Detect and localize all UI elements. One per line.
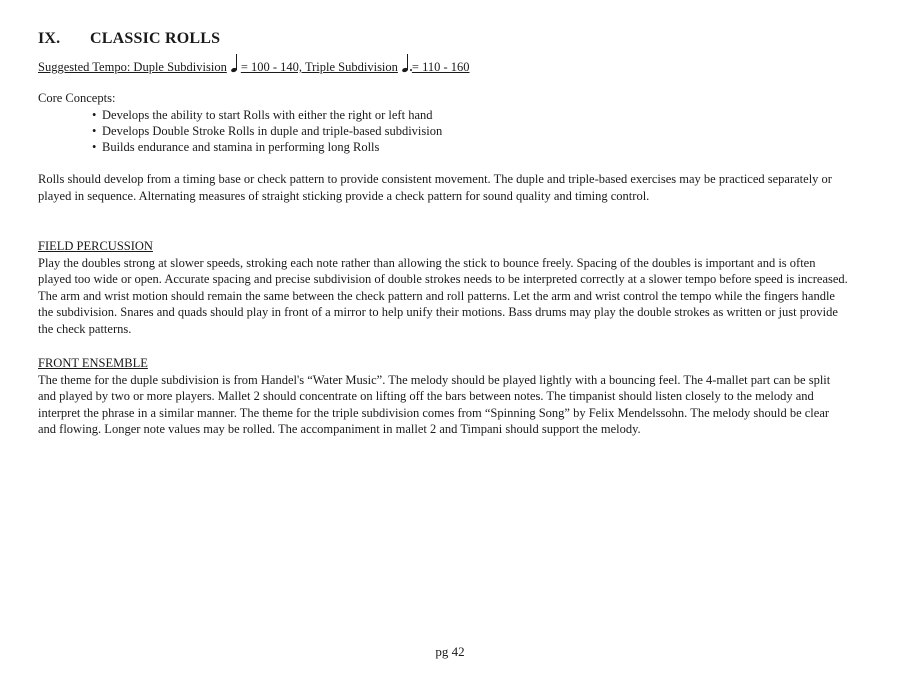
tempo-duple-label: Suggested Tempo: Duple Subdivision	[38, 60, 227, 74]
front-ensemble-heading: FRONT ENSEMBLE	[38, 356, 148, 370]
document-page	[38, 30, 848, 438]
page-number: pg 42	[435, 644, 465, 659]
core-concept-item: • Develops Double Stroke Rolls in duple and triple-based subdivision	[102, 123, 848, 139]
field-percussion-heading: FIELD PERCUSSION	[38, 239, 153, 253]
dotted-quarter-note-icon	[402, 60, 411, 72]
section-number: IX.	[38, 30, 61, 47]
section-heading	[38, 30, 848, 48]
tempo-duple-range: = 100 - 140, Triple Subdivision	[240, 60, 398, 74]
quarter-note-icon	[231, 60, 240, 72]
intro-paragraph: Rolls should develop from a timing base or check pattern to provide consistent movement. The duple and triple-based exercises may be practiced separately or played in sequence. Alternating measures of straight sticking provide a check pattern for sound quality and timing control.	[38, 172, 832, 203]
core-concept-item: • Builds endurance and stamina in performing long Rolls	[102, 139, 848, 155]
tempo-triple-range: = 110 - 160	[411, 60, 470, 74]
field-percussion-paragraph: Play the doubles strong at slower speeds, stroking each note rather than allowing the stick to bounce freely. Spacing of the doubles is important and is often played too wide or open. Accurate spacing and precise subdivision of double strokes needs to be interpreted correctly at a slower tempo before speed is increased. The arm and wrist motion should remain the same between the check pattern and roll patterns. Let the arm and wrist control the tempo while the fingers handle the subdivision. Snares and quads should play in front of a mirror to help unify their motions. Bass drums may play the double strokes as written or just provide the check patterns.	[38, 255, 848, 336]
front-ensemble-paragraph: The theme for the duple subdivision is from Handel's “Water Music”. The melody should be played lightly with a bouncing feel. The 4-mallet part can be split and played by two or more players. Mallet 2 should concentrate on lifting off the bars between notes. The timpanist should listen closely to the melody and interpret the phrase in a similar manner. The theme for the triple subdivision comes from “Spinning Song” by Felix Mendelssohn. The melody should be clear and flowing. Longer note values may be rolled. The accompaniment in mallet 2 and Timpani should support the melody.	[38, 372, 831, 436]
suggested-tempo-line	[38, 60, 848, 75]
section-title: CLASSIC ROLLS	[90, 30, 221, 47]
core-concept-item: • Develops the ability to start Rolls with either the right or left hand	[102, 107, 848, 123]
core-concepts-label: Core Concepts:	[38, 91, 116, 105]
core-concepts-list	[38, 107, 848, 155]
